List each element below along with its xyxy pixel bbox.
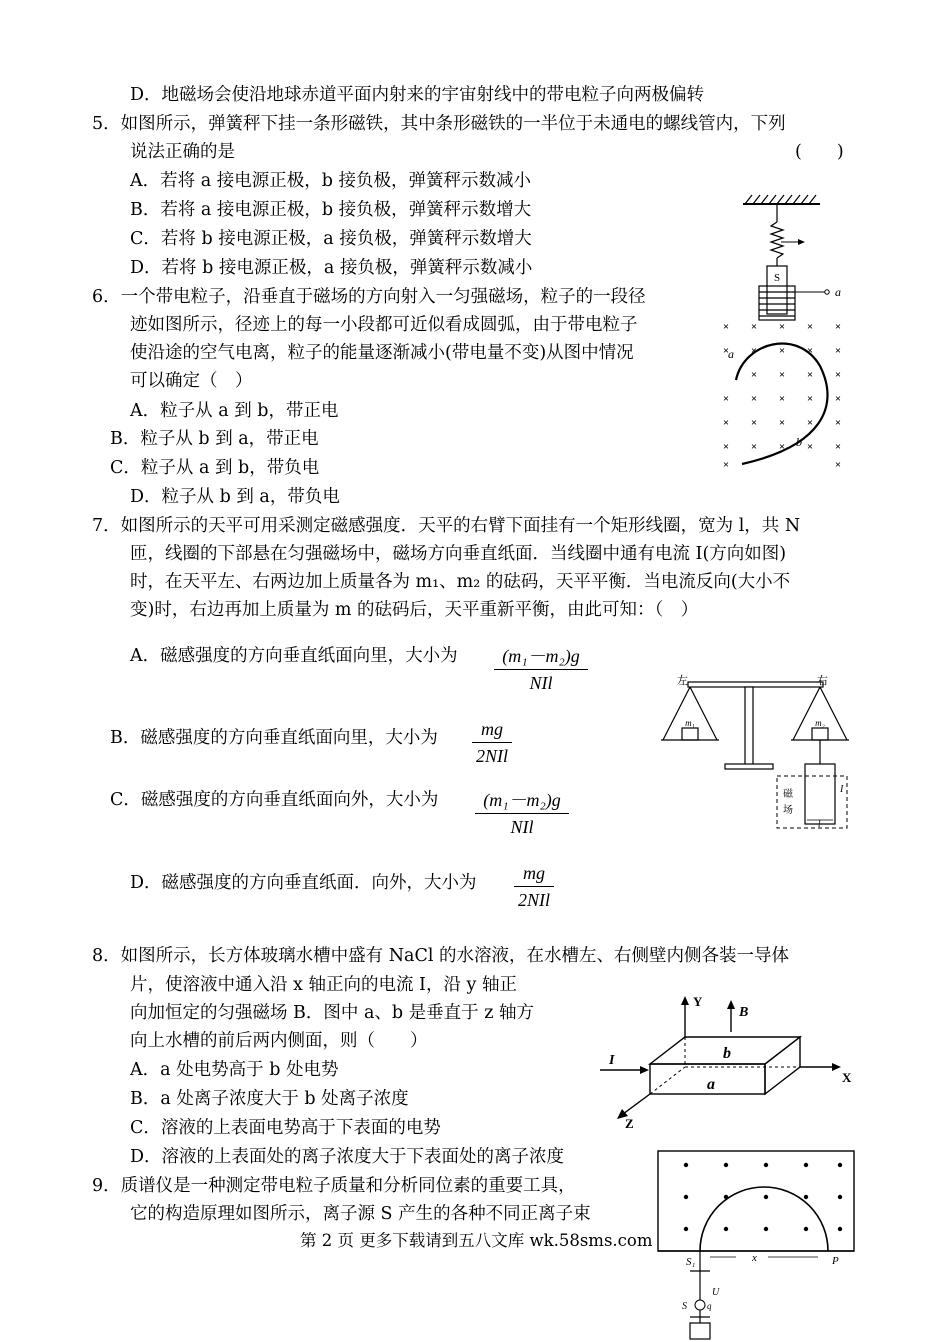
q7-stem-line2: 匝，线圈的下部悬在匀强磁场中，磁场方向垂直纸面．当线圈中通有电流 I(方向如图) <box>130 544 787 564</box>
q7-stem-line4: 变)时，右边再加上质量为 m 的砝码后，天平重新平衡，由此可知：（ ） <box>130 600 699 620</box>
q7-option-b: B．磁感强度的方向垂直纸面向里，大小为 <box>110 728 438 748</box>
q7-option-b-formula <box>470 716 514 769</box>
svg-text:×: × <box>722 441 730 453</box>
svg-text:×: × <box>806 441 814 453</box>
svg-text:×: × <box>778 417 786 429</box>
q9-voltage-u-label: U <box>712 1287 720 1298</box>
q9-distance-x-label: x <box>752 1252 757 1264</box>
q6-stem-line1: 6．一个带电粒子，沿垂直于磁场的方向射入一匀强磁场，粒子的一段径 <box>92 287 646 307</box>
q4-option-d: D．地磁场会使沿地球赤道平面内射来的宇宙射线中的带电粒子向两极偏转 <box>130 85 705 105</box>
svg-text:×: × <box>834 321 842 333</box>
svg-text:×: × <box>778 441 786 453</box>
q9-mass-spectrometer-figure <box>650 1147 860 1342</box>
q5-stem-line2: 说法正确的是 <box>130 142 235 162</box>
q6-particle-track-figure <box>712 318 852 470</box>
q8-stem-line3: 向加恒定的匀强磁场 B．图中 a、b 是垂直于 z 轴方 <box>130 1003 535 1023</box>
svg-text:×: × <box>834 459 842 470</box>
svg-text:×: × <box>750 369 758 381</box>
q8-option-d: D．溶液的上表面处的离子浓度大于下表面处的离子浓度 <box>130 1147 565 1167</box>
q7-option-a: A．磁感强度的方向垂直纸面向里，大小为 <box>130 646 458 666</box>
q7-option-a-numerator: (m₁－m₂)g <box>502 646 580 666</box>
svg-text:×: × <box>806 393 814 405</box>
svg-text:×: × <box>750 393 758 405</box>
q7-balance-figure <box>655 670 855 838</box>
q8-x-axis-label: X <box>842 1070 852 1085</box>
q7-option-b-denominator: 2NIl <box>475 746 508 766</box>
svg-text:×: × <box>722 345 730 357</box>
q6-option-d: D．粒子从 b 到 a，带负电 <box>130 487 340 507</box>
svg-text:×: × <box>834 369 842 381</box>
q9-slit-s1-label: S₁ <box>686 1256 696 1268</box>
svg-text:×: × <box>778 321 786 333</box>
svg-text:×: × <box>722 393 730 405</box>
q9-charge-q-label: q <box>707 1301 712 1311</box>
svg-text:×: × <box>722 459 730 470</box>
q9-source-s-label: S <box>682 1301 687 1312</box>
q8-face-b-label: b <box>723 1045 731 1062</box>
svg-text:×: × <box>750 345 758 357</box>
q7-option-c-numerator: (m₁－m₂)g <box>483 790 561 810</box>
q8-option-a: A．a 处电势高于 b 处电势 <box>130 1060 339 1080</box>
q7-stem-line3: 时，在天平左、右两边加上质量各为 m₁、m₂ 的砝码，天平平衡．当电流反向(大小不 <box>130 572 791 592</box>
q8-option-c: C．溶液的上表面电势高于下表面的电势 <box>130 1118 441 1138</box>
q8-current-label: I <box>609 1053 615 1068</box>
q7-option-c: C．磁感强度的方向垂直纸面向外，大小为 <box>110 790 439 810</box>
q9-point-p-label: P <box>832 1255 839 1267</box>
svg-text:×: × <box>778 345 786 357</box>
q6-point-a-label: a <box>728 347 734 361</box>
q7-m2-label: m₂ <box>815 718 825 728</box>
q7-field-label-2: 场 <box>783 805 793 816</box>
q7-option-a-denominator: NIl <box>529 673 553 693</box>
q5-answer-paren: ( ) <box>795 142 844 162</box>
q5-option-c: C．若将 b 接电源正极，a 接负极，弹簧秤示数增大 <box>130 229 532 249</box>
q5-terminal-a-label: a <box>835 285 841 299</box>
svg-text:×: × <box>806 417 814 429</box>
q6-option-b: B．粒子从 b 到 a，带正电 <box>110 429 319 449</box>
q8-face-a-label: a <box>707 1076 715 1093</box>
q8-stem-line2: 片，使溶液中通入沿 x 轴正向的电流 I，沿 y 轴正 <box>130 975 517 995</box>
q7-option-a-formula <box>492 643 590 696</box>
q8-y-axis-label: Y <box>693 994 703 1009</box>
q8-tank-figure <box>595 992 860 1132</box>
q8-stem-line1: 8．如图所示，长方体玻璃水槽中盛有 NaCl 的水溶液，在水槽左、右侧壁内侧各装一导体 <box>92 946 789 966</box>
q5-spring-magnet-figure <box>725 190 855 330</box>
q9-stem-line2: 它的构造原理如图所示，离子源 S 产生的各种不同正离子束 <box>130 1204 591 1224</box>
q7-current-label: I <box>840 784 844 795</box>
q7-option-d-denominator: 2NIl <box>517 890 550 910</box>
svg-text:×: × <box>750 321 758 333</box>
q6-option-c: C．粒子从 a 到 b，带负电 <box>110 458 320 478</box>
svg-text:×: × <box>806 345 814 357</box>
q8-stem-line4: 向上水槽的前后两内侧面，则（ ） <box>130 1031 428 1051</box>
svg-text:×: × <box>750 417 758 429</box>
svg-text:×: × <box>834 345 842 357</box>
q5-stem-line1: 5．如图所示，弹簧秤下挂一条形磁铁，其中条形磁铁的一半位于未通电的螺线管内，下列 <box>92 114 786 134</box>
svg-text:×: × <box>778 369 786 381</box>
svg-text:×: × <box>722 417 730 429</box>
svg-text:×: × <box>834 393 842 405</box>
q7-left-label: 左 <box>677 675 688 687</box>
q7-m1-label: m₁ <box>685 718 695 728</box>
q7-option-c-denominator: NIl <box>510 817 534 837</box>
q9-stem-line1: 9．质谱仪是一种测定带电粒子质量和分析同位素的重要工具， <box>92 1176 576 1196</box>
svg-text:×: × <box>750 441 758 453</box>
q7-option-c-formula <box>473 787 571 840</box>
q7-option-d-formula <box>512 860 556 913</box>
svg-text:×: × <box>834 417 842 429</box>
q8-z-axis-label: Z <box>625 1116 634 1131</box>
q7-right-label: 右 <box>817 675 828 687</box>
q6-option-a: A．粒子从 a 到 b，带正电 <box>130 401 339 421</box>
q7-field-label-1: 磁 <box>783 789 793 800</box>
q6-point-b-label: b <box>796 435 802 449</box>
q7-option-d-numerator: mg <box>523 863 545 883</box>
q7-width-label: l <box>818 819 821 829</box>
q6-stem-line4: 可以确定（ ） <box>130 371 253 391</box>
q7-stem-line1: 7．如图所示的天平可用采测定磁感强度．天平的右臂下面挂有一个矩形线圈，宽为 l，共 N <box>92 516 801 536</box>
q7-option-d: D．磁感强度的方向垂直纸面．向外，大小为 <box>130 873 477 893</box>
svg-text:×: × <box>834 441 842 453</box>
q5-option-a: A．若将 a 接电源正极，b 接负极，弹簧秤示数减小 <box>130 171 531 191</box>
q6-stem-line3: 使沿途的空气电离，粒子的能量逐渐减小(带电量不变)从图中情况 <box>130 343 634 363</box>
q5-magnet-s-label: S <box>773 272 781 284</box>
q5-option-b: B．若将 a 接电源正极，b 接负极，弹簧秤示数增大 <box>130 200 532 220</box>
q6-stem-line2: 迹如图所示，径迹上的每一小段都可近似看成圆弧，由于带电粒子 <box>130 315 638 335</box>
svg-text:×: × <box>778 393 786 405</box>
svg-text:×: × <box>806 369 814 381</box>
svg-text:×: × <box>722 321 730 333</box>
q8-b-field-label: B <box>739 1005 749 1020</box>
page-footer: 第 2 页 更多下载请到五八文库 wk.58sms.com <box>300 1231 653 1250</box>
q5-option-d: D．若将 b 接电源正极，a 接负极，弹簧秤示数减小 <box>130 258 533 278</box>
q7-option-b-numerator: mg <box>481 719 503 739</box>
svg-text:×: × <box>806 321 814 333</box>
q8-option-b: B．a 处离子浓度大于 b 处离子浓度 <box>130 1089 409 1109</box>
